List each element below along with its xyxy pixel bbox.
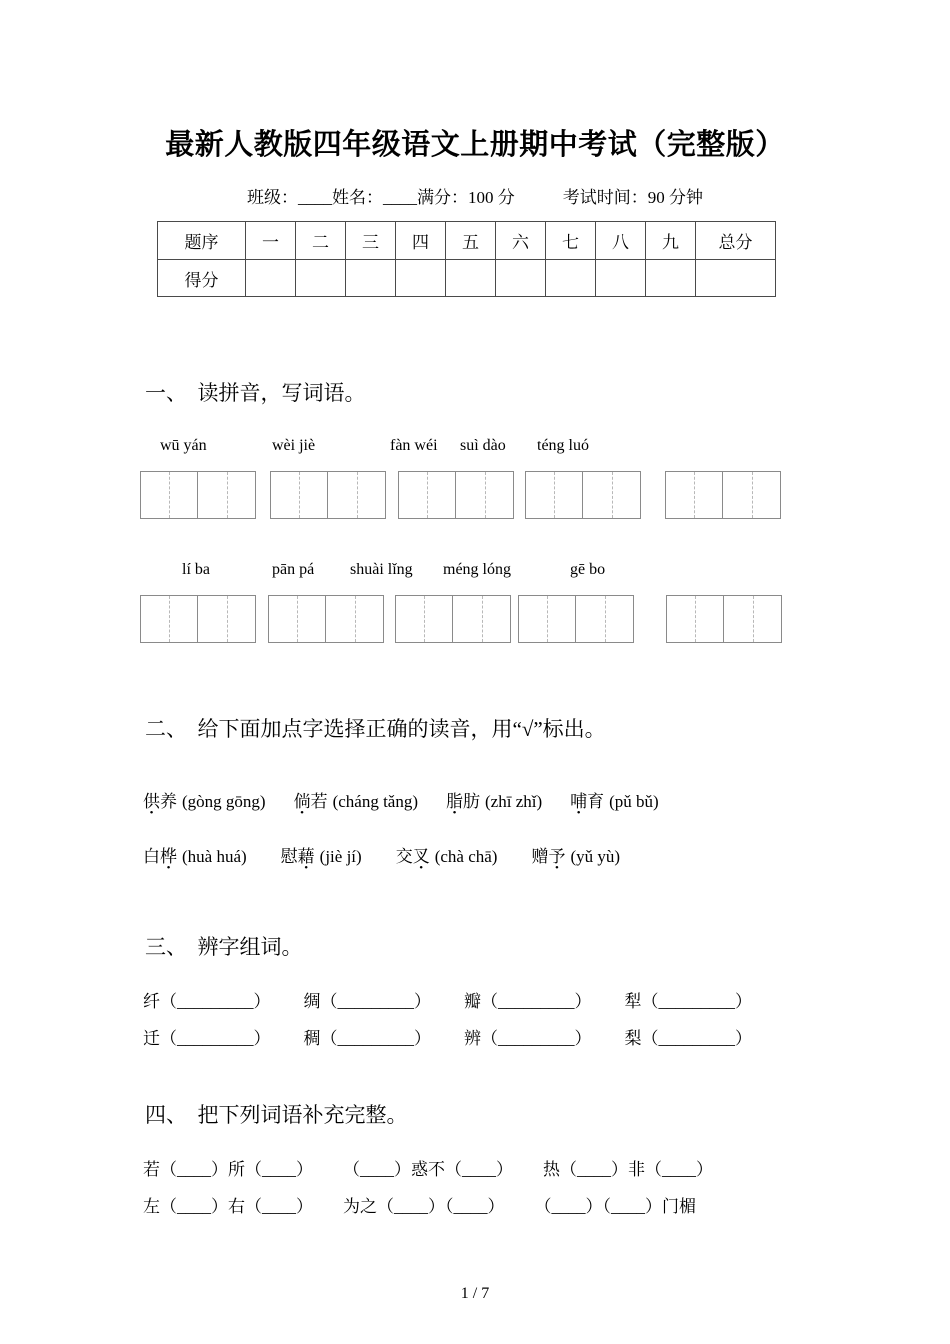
- idiom-row-2: [143, 1192, 950, 1217]
- score-cell: [546, 260, 596, 297]
- pinyin-options: (cháng tǎng): [332, 792, 419, 811]
- header-cell-total: 总分: [696, 222, 776, 260]
- hanzi: 养: [160, 792, 177, 811]
- pinyin-options: (yǔ yù): [570, 847, 621, 866]
- idiom-item: 左（____）右（____）: [143, 1197, 313, 1216]
- writing-grid: [665, 471, 781, 519]
- dotted-hanzi: 哺: [570, 792, 588, 811]
- pinyin-label: wū yán: [160, 437, 207, 454]
- pinyin-options: (zhī zhǐ): [485, 792, 543, 811]
- word-item: [143, 787, 266, 812]
- header-cell-5: 五: [446, 222, 496, 260]
- fill-item: 瓣（_________）: [464, 992, 592, 1011]
- grid-cell: [456, 472, 513, 518]
- idiom-row-1: [143, 1155, 950, 1180]
- dotted-hanzi: 藉: [297, 847, 315, 866]
- pinyin-label: wèi jiè: [272, 437, 316, 454]
- idiom-item: （____）（____）门楣: [534, 1197, 696, 1216]
- writing-grid-row-2: [140, 595, 950, 643]
- grid-cell: [328, 472, 385, 518]
- dotted-hanzi: 供: [143, 792, 160, 811]
- section-1-heading: 一、 读拼音，写词语。: [145, 381, 366, 405]
- word-item: [531, 842, 620, 867]
- grid-cell: [326, 596, 383, 642]
- pinyin-options: (gòng gōng): [182, 792, 266, 811]
- grid-cell: [724, 596, 781, 642]
- word-item: [396, 842, 498, 867]
- writing-grid: [525, 471, 641, 519]
- grid-cell: [453, 596, 510, 642]
- dotted-hanzi: 脂: [446, 792, 464, 811]
- pinyin-options: (huà huá): [182, 847, 247, 866]
- writing-grid-row-1: [140, 471, 950, 519]
- score-label-cell: 得分: [158, 260, 246, 297]
- score-table-wrap: [157, 221, 950, 297]
- grid-cell: [526, 472, 583, 518]
- grid-cell: [583, 472, 640, 518]
- writing-grid: [666, 595, 782, 643]
- pinyin-label: lí ba: [182, 561, 210, 578]
- word-building-row-1: [143, 987, 950, 1012]
- dotted-hanzi: 予: [548, 847, 566, 866]
- score-table-score-row: [158, 260, 776, 297]
- pinyin-label: pān pá: [272, 561, 315, 578]
- header-cell-6: 六: [496, 222, 546, 260]
- fill-item: 迁（_________）: [143, 1029, 271, 1048]
- word-row-2: [143, 842, 950, 867]
- fill-item: 纤（_________）: [143, 992, 271, 1011]
- idiom-item: （____）惑不（____）: [343, 1160, 513, 1179]
- pinyin-label: gē bo: [570, 561, 606, 578]
- header-cell-tixu: 题序: [158, 222, 246, 260]
- grid-cell: [399, 472, 456, 518]
- hanzi: 交: [395, 847, 413, 866]
- hanzi: 白: [143, 847, 160, 866]
- grid-cell: [271, 472, 328, 518]
- grid-cell: [198, 472, 255, 518]
- word-item: [143, 842, 247, 867]
- header-cell-9: 九: [646, 222, 696, 260]
- word-item: [570, 787, 659, 812]
- score-cell: [696, 260, 776, 297]
- grid-cell: [141, 472, 198, 518]
- pinyin-options: (jiè jí): [319, 847, 362, 866]
- grid-cell: [141, 596, 198, 642]
- exam-info-line: [0, 183, 950, 208]
- fill-item: 绸（_________）: [303, 992, 431, 1011]
- word-item: [281, 842, 362, 867]
- score-table-header-row: [158, 222, 776, 260]
- grid-cell: [519, 596, 576, 642]
- header-cell-2: 二: [296, 222, 346, 260]
- score-table: [157, 221, 776, 297]
- hanzi: 慰: [280, 847, 298, 866]
- hanzi: 肪: [463, 792, 481, 811]
- grid-cell: [576, 596, 633, 642]
- writing-grid: [270, 471, 386, 519]
- fill-item: 稠（_________）: [303, 1029, 431, 1048]
- header-cell-8: 八: [596, 222, 646, 260]
- grid-cell: [667, 596, 724, 642]
- hanzi: 育: [587, 792, 605, 811]
- header-cell-3: 三: [346, 222, 396, 260]
- exam-info-right: 考试时间：90 分钟: [562, 188, 703, 207]
- pinyin-row-2: [0, 561, 950, 583]
- writing-grid: [268, 595, 384, 643]
- word-row-1: [143, 787, 950, 812]
- writing-grid: [395, 595, 511, 643]
- section-2-heading: 二、 给下面加点字选择正确的读音，用“√”标出。: [145, 717, 606, 741]
- word-item: [294, 787, 418, 812]
- exam-info-left: 班级：____姓名：____满分：100 分: [247, 188, 515, 207]
- grid-cell: [666, 472, 723, 518]
- score-cell: [446, 260, 496, 297]
- score-cell: [596, 260, 646, 297]
- header-cell-1: 一: [246, 222, 296, 260]
- idiom-item: 热（____）非（____）: [543, 1160, 713, 1179]
- grid-cell: [198, 596, 255, 642]
- score-cell: [396, 260, 446, 297]
- writing-grid: [518, 595, 634, 643]
- page-title: 最新人教版四年级语文上册期中考试（完整版）: [165, 129, 785, 161]
- pinyin-label: suì dào: [460, 437, 506, 454]
- grid-cell: [723, 472, 780, 518]
- header-cell-4: 四: [396, 222, 446, 260]
- grid-cell: [396, 596, 453, 642]
- fill-item: 梨（_________）: [624, 1029, 752, 1048]
- pinyin-options: (chà chā): [434, 847, 498, 866]
- writing-grid: [398, 471, 514, 519]
- header-cell-7: 七: [546, 222, 596, 260]
- pinyin-label: méng lóng: [443, 561, 511, 578]
- pinyin-options: (pǔ bǔ): [609, 792, 659, 811]
- dotted-hanzi: 倘: [293, 792, 311, 811]
- score-cell: [646, 260, 696, 297]
- writing-grid: [140, 471, 256, 519]
- grid-cell: [269, 596, 326, 642]
- dotted-hanzi: 桦: [160, 847, 177, 866]
- dotted-hanzi: 叉: [412, 847, 430, 866]
- word-item: [446, 787, 542, 812]
- pinyin-label: téng luó: [537, 437, 589, 454]
- idiom-item: 若（____）所（____）: [143, 1160, 313, 1179]
- section-3-heading: 三、 辨字组词。: [145, 935, 303, 959]
- page-number: 1 / 7: [460, 1285, 490, 1302]
- pinyin-row-1: [0, 437, 950, 459]
- idiom-item: 为之（____）（____）: [343, 1197, 505, 1216]
- pinyin-label: fàn wéi: [390, 437, 438, 454]
- word-building-row-2: [143, 1024, 950, 1049]
- score-cell: [246, 260, 296, 297]
- fill-item: 犁（_________）: [624, 992, 752, 1011]
- score-cell: [496, 260, 546, 297]
- score-cell: [346, 260, 396, 297]
- pinyin-label: shuài lǐng: [350, 561, 413, 578]
- score-cell: [296, 260, 346, 297]
- fill-item: 辨（_________）: [464, 1029, 592, 1048]
- section-4-heading: 四、 把下列词语补充完整。: [145, 1103, 408, 1127]
- hanzi: 若: [310, 792, 328, 811]
- writing-grid: [140, 595, 256, 643]
- hanzi: 赠: [531, 847, 549, 866]
